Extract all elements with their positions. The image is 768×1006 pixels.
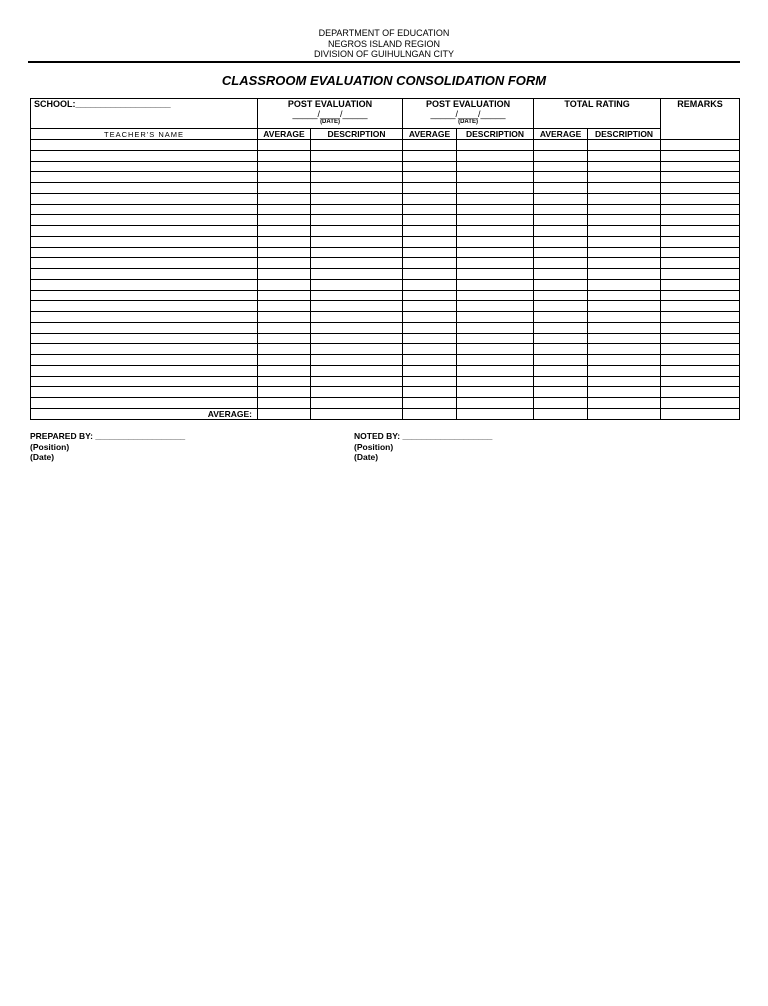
- table-cell[interactable]: [311, 387, 403, 398]
- table-cell[interactable]: [403, 301, 457, 312]
- table-cell[interactable]: [534, 236, 588, 247]
- table-row: [31, 269, 740, 280]
- table-cell[interactable]: [588, 215, 661, 226]
- average-row: [31, 408, 740, 419]
- table-cell[interactable]: [457, 226, 534, 237]
- table-cell[interactable]: [661, 387, 740, 398]
- average-cell[interactable]: [457, 408, 534, 419]
- table-cell[interactable]: [534, 301, 588, 312]
- table-cell[interactable]: [534, 312, 588, 323]
- table-cell[interactable]: [258, 226, 311, 237]
- table-cell[interactable]: [457, 204, 534, 215]
- table-row: [31, 355, 740, 366]
- region-name: NEGROS ISLAND REGION: [327, 38, 441, 49]
- table-cell[interactable]: [311, 140, 403, 151]
- table-cell[interactable]: [311, 355, 403, 366]
- table-cell[interactable]: [588, 193, 661, 204]
- table-cell[interactable]: [403, 226, 457, 237]
- table-cell[interactable]: [457, 301, 534, 312]
- table-cell[interactable]: [258, 355, 311, 366]
- table-cell[interactable]: [457, 398, 534, 409]
- table-cell[interactable]: [403, 333, 457, 344]
- table-cell[interactable]: [403, 376, 457, 387]
- table-cell[interactable]: [534, 204, 588, 215]
- table-cell[interactable]: [31, 172, 258, 183]
- table-cell[interactable]: [534, 333, 588, 344]
- table-cell[interactable]: [457, 365, 534, 376]
- table-cell[interactable]: [31, 387, 258, 398]
- table-cell[interactable]: [661, 247, 740, 258]
- table-cell[interactable]: [403, 140, 457, 151]
- table-cell[interactable]: [258, 183, 311, 194]
- table-cell[interactable]: [457, 183, 534, 194]
- table-cell[interactable]: [403, 312, 457, 323]
- table-cell[interactable]: [311, 215, 403, 226]
- table-cell[interactable]: [661, 226, 740, 237]
- table-cell[interactable]: [403, 279, 457, 290]
- prepared-by-date: (Date): [30, 452, 55, 462]
- table-cell[interactable]: [403, 150, 457, 161]
- table-cell[interactable]: [311, 204, 403, 215]
- table-cell[interactable]: [588, 398, 661, 409]
- table-cell[interactable]: [457, 387, 534, 398]
- table-cell[interactable]: [311, 161, 403, 172]
- table-cell[interactable]: [403, 355, 457, 366]
- post-evaluation-1-date-caption: (DATE): [320, 119, 340, 125]
- table-cell[interactable]: [661, 161, 740, 172]
- form-title: CLASSROOM EVALUATION CONSOLIDATION FORM: [221, 73, 547, 88]
- table-cell[interactable]: [534, 172, 588, 183]
- table-cell[interactable]: [457, 290, 534, 301]
- table-cell[interactable]: [457, 376, 534, 387]
- table-cell[interactable]: [311, 193, 403, 204]
- table-cell[interactable]: [31, 355, 258, 366]
- table-row: [31, 247, 740, 258]
- table-cell[interactable]: [534, 193, 588, 204]
- table-cell[interactable]: [403, 290, 457, 301]
- table-row: [31, 183, 740, 194]
- table-cell[interactable]: [403, 183, 457, 194]
- table-row: [31, 258, 740, 269]
- table-row: [31, 333, 740, 344]
- table-cell[interactable]: [311, 333, 403, 344]
- table-cell[interactable]: [534, 279, 588, 290]
- table-row: [31, 172, 740, 183]
- table-cell[interactable]: [258, 387, 311, 398]
- table-cell[interactable]: [457, 279, 534, 290]
- prepared-by-position: (Position): [30, 441, 70, 452]
- table-cell[interactable]: [31, 398, 258, 409]
- table-cell[interactable]: [311, 183, 403, 194]
- table-row: [31, 236, 740, 247]
- table-cell[interactable]: [403, 269, 457, 280]
- table-cell[interactable]: [31, 290, 258, 301]
- post-evaluation-2-header: [403, 99, 534, 129]
- table-cell[interactable]: [403, 204, 457, 215]
- table-cell[interactable]: [311, 376, 403, 387]
- table-cell[interactable]: [588, 387, 661, 398]
- table-cell[interactable]: [534, 376, 588, 387]
- prepared-by-field[interactable]: PREPARED BY: ___________________: [30, 431, 186, 441]
- table-cell[interactable]: [403, 365, 457, 376]
- table-cell[interactable]: [534, 183, 588, 194]
- table-cell[interactable]: [588, 355, 661, 366]
- table-cell[interactable]: [311, 312, 403, 323]
- table-cell[interactable]: [588, 322, 661, 333]
- table-cell[interactable]: [403, 387, 457, 398]
- table-cell[interactable]: [661, 140, 740, 151]
- table-cell[interactable]: [31, 333, 258, 344]
- table-cell[interactable]: [311, 344, 403, 355]
- table-cell[interactable]: [403, 258, 457, 269]
- table-row: [31, 290, 740, 301]
- table-cell[interactable]: [534, 365, 588, 376]
- average-cell[interactable]: [588, 408, 661, 419]
- table-cell[interactable]: [661, 333, 740, 344]
- table-cell[interactable]: [457, 193, 534, 204]
- table-cell[interactable]: [534, 161, 588, 172]
- table-cell[interactable]: [258, 333, 311, 344]
- average-row-label: AVERAGE:: [31, 408, 258, 419]
- table-cell[interactable]: [258, 172, 311, 183]
- table-cell[interactable]: [588, 140, 661, 151]
- table-cell[interactable]: [311, 269, 403, 280]
- table-cell[interactable]: [258, 322, 311, 333]
- evaluation-table: [30, 98, 740, 420]
- table-row: [31, 204, 740, 215]
- table-cell[interactable]: [588, 290, 661, 301]
- table-cell[interactable]: [588, 226, 661, 237]
- table-cell[interactable]: [311, 398, 403, 409]
- noted-by-date: (Date): [354, 452, 379, 462]
- table-cell[interactable]: [588, 301, 661, 312]
- table-cell[interactable]: [588, 172, 661, 183]
- table-cell[interactable]: [661, 150, 740, 161]
- table-cell[interactable]: [661, 312, 740, 323]
- table-cell[interactable]: [457, 215, 534, 226]
- table-cell[interactable]: [31, 140, 258, 151]
- table-cell[interactable]: [661, 355, 740, 366]
- average-cell[interactable]: [403, 408, 457, 419]
- table-cell[interactable]: [534, 322, 588, 333]
- table-cell[interactable]: [661, 172, 740, 183]
- average-cell[interactable]: [311, 408, 403, 419]
- table-cell[interactable]: [588, 365, 661, 376]
- table-cell[interactable]: [588, 344, 661, 355]
- average-col-header-1: AVERAGE: [258, 129, 311, 140]
- table-row: [31, 312, 740, 323]
- table-cell[interactable]: [31, 193, 258, 204]
- post-evaluation-1-header: [258, 99, 403, 129]
- table-row: [31, 322, 740, 333]
- table-cell[interactable]: [534, 355, 588, 366]
- table-cell[interactable]: [311, 322, 403, 333]
- table-row: [31, 193, 740, 204]
- table-cell[interactable]: [31, 161, 258, 172]
- table-cell[interactable]: [31, 376, 258, 387]
- table-cell[interactable]: [31, 279, 258, 290]
- table-cell[interactable]: [31, 226, 258, 237]
- table-cell[interactable]: [31, 301, 258, 312]
- table-cell[interactable]: [661, 301, 740, 312]
- table-cell[interactable]: [31, 204, 258, 215]
- table-cell[interactable]: [258, 398, 311, 409]
- table-cell[interactable]: [457, 258, 534, 269]
- table-cell[interactable]: [534, 226, 588, 237]
- table-cell[interactable]: [588, 312, 661, 323]
- post-evaluation-1-label: POST EVALUATION: [287, 99, 373, 109]
- table-cell[interactable]: [31, 312, 258, 323]
- table-cell[interactable]: [534, 150, 588, 161]
- table-cell[interactable]: [258, 215, 311, 226]
- table-cell[interactable]: [534, 247, 588, 258]
- table-row: [31, 301, 740, 312]
- table-cell[interactable]: [258, 365, 311, 376]
- table-cell[interactable]: [403, 344, 457, 355]
- school-field[interactable]: SCHOOL:___________________: [31, 99, 258, 129]
- table-cell[interactable]: [661, 204, 740, 215]
- table-row: [31, 365, 740, 376]
- table-cell[interactable]: [258, 150, 311, 161]
- table-cell[interactable]: [403, 193, 457, 204]
- table-cell[interactable]: [661, 236, 740, 247]
- table-cell[interactable]: [258, 312, 311, 323]
- table-cell[interactable]: [588, 258, 661, 269]
- table-cell[interactable]: [457, 150, 534, 161]
- table-cell[interactable]: [258, 204, 311, 215]
- table-row: [31, 150, 740, 161]
- table-cell[interactable]: [258, 376, 311, 387]
- department-name: DEPARTMENT OF EDUCATION: [318, 28, 450, 38]
- table-cell[interactable]: [311, 247, 403, 258]
- table-cell[interactable]: [403, 398, 457, 409]
- description-col-header-3: DESCRIPTION: [588, 129, 661, 140]
- division-name: DIVISION OF GUIHULNGAN CITY: [313, 49, 454, 59]
- table-cell[interactable]: [661, 183, 740, 194]
- table-cell[interactable]: [588, 333, 661, 344]
- table-cell[interactable]: [258, 269, 311, 280]
- table-cell[interactable]: [457, 161, 534, 172]
- table-cell[interactable]: [403, 247, 457, 258]
- table-cell[interactable]: [258, 301, 311, 312]
- table-cell[interactable]: [588, 376, 661, 387]
- table-cell[interactable]: [457, 247, 534, 258]
- description-col-header-1: DESCRIPTION: [311, 129, 403, 140]
- table-cell[interactable]: [534, 398, 588, 409]
- table-cell[interactable]: [457, 333, 534, 344]
- table-cell[interactable]: [457, 236, 534, 247]
- table-cell[interactable]: [31, 150, 258, 161]
- table-cell[interactable]: [311, 301, 403, 312]
- table-cell[interactable]: [31, 258, 258, 269]
- table-cell[interactable]: [661, 215, 740, 226]
- table-cell[interactable]: [588, 161, 661, 172]
- table-cell[interactable]: [403, 215, 457, 226]
- table-cell[interactable]: [588, 247, 661, 258]
- table-cell[interactable]: [588, 204, 661, 215]
- table-row: [31, 140, 740, 151]
- table-cell[interactable]: [661, 279, 740, 290]
- average-cell[interactable]: [534, 408, 588, 419]
- average-cell[interactable]: [258, 408, 311, 419]
- table-row: [31, 398, 740, 409]
- total-rating-label: TOTAL RATING: [564, 99, 630, 109]
- table-cell[interactable]: [311, 226, 403, 237]
- table-cell[interactable]: [258, 279, 311, 290]
- table-cell[interactable]: [31, 247, 258, 258]
- table-cell[interactable]: [311, 236, 403, 247]
- table-cell[interactable]: [588, 183, 661, 194]
- table-cell[interactable]: [534, 215, 588, 226]
- table-cell[interactable]: [457, 140, 534, 151]
- table-cell[interactable]: [457, 344, 534, 355]
- teacher-name-header: TEACHER'S NAME: [31, 129, 258, 140]
- table-cell[interactable]: [534, 258, 588, 269]
- table-cell[interactable]: [588, 150, 661, 161]
- noted-by-block: [354, 431, 492, 463]
- table-cell[interactable]: [31, 215, 258, 226]
- table-cell[interactable]: [31, 236, 258, 247]
- table-cell[interactable]: [31, 183, 258, 194]
- table-cell[interactable]: [534, 387, 588, 398]
- table-cell[interactable]: [457, 312, 534, 323]
- table-cell[interactable]: [258, 258, 311, 269]
- table-cell[interactable]: [403, 161, 457, 172]
- table-cell[interactable]: [661, 376, 740, 387]
- table-cell[interactable]: [661, 365, 740, 376]
- table-cell[interactable]: [661, 193, 740, 204]
- table-cell[interactable]: [258, 247, 311, 258]
- table-cell[interactable]: [661, 258, 740, 269]
- table-cell[interactable]: [258, 140, 311, 151]
- table-cell[interactable]: [31, 322, 258, 333]
- noted-by-position: (Position): [354, 441, 394, 452]
- table-cell[interactable]: [311, 172, 403, 183]
- table-cell[interactable]: [311, 279, 403, 290]
- table-cell[interactable]: [661, 344, 740, 355]
- table-row: [31, 376, 740, 387]
- table-cell[interactable]: [588, 236, 661, 247]
- document-header: [0, 28, 768, 60]
- table-cell[interactable]: [534, 140, 588, 151]
- post-evaluation-2-label: POST EVALUATION: [425, 99, 511, 109]
- post-evaluation-2-date-caption: (DATE): [458, 119, 478, 125]
- prepared-by-block: [30, 431, 185, 463]
- table-cell[interactable]: [661, 269, 740, 280]
- noted-by-field[interactable]: NOTED BY: ___________________: [354, 431, 493, 441]
- table-cell[interactable]: [457, 269, 534, 280]
- table-row: [31, 387, 740, 398]
- table-cell[interactable]: [534, 290, 588, 301]
- table-row: [31, 215, 740, 226]
- table-cell[interactable]: [661, 290, 740, 301]
- table-row: [31, 226, 740, 237]
- table-cell[interactable]: [457, 322, 534, 333]
- table-cell[interactable]: [588, 279, 661, 290]
- table-cell[interactable]: [31, 269, 258, 280]
- table-cell[interactable]: [311, 258, 403, 269]
- table-cell[interactable]: [534, 269, 588, 280]
- table-cell[interactable]: [258, 344, 311, 355]
- table-row: [31, 344, 740, 355]
- table-cell[interactable]: [258, 236, 311, 247]
- table-cell[interactable]: [588, 269, 661, 280]
- average-col-header-3: AVERAGE: [534, 129, 588, 140]
- remarks-header: REMARKS: [661, 99, 740, 140]
- table-cell[interactable]: [311, 290, 403, 301]
- post-evaluation-2-date-field[interactable]: _____/____/_____: [430, 109, 506, 119]
- post-evaluation-1-date-field[interactable]: _____/____/_____: [292, 109, 368, 119]
- table-row: [31, 279, 740, 290]
- table-cell[interactable]: [31, 344, 258, 355]
- table-cell[interactable]: [403, 236, 457, 247]
- header-divider: [28, 61, 740, 63]
- total-rating-header: [534, 99, 661, 129]
- table-cell[interactable]: [534, 344, 588, 355]
- table-cell[interactable]: [457, 355, 534, 366]
- table-row: [31, 161, 740, 172]
- average-cell[interactable]: [661, 408, 740, 419]
- table-cell[interactable]: [258, 161, 311, 172]
- table-cell[interactable]: [258, 290, 311, 301]
- table-cell[interactable]: [403, 172, 457, 183]
- table-cell[interactable]: [403, 322, 457, 333]
- description-col-header-2: DESCRIPTION: [457, 129, 534, 140]
- table-cell[interactable]: [457, 172, 534, 183]
- table-cell[interactable]: [31, 365, 258, 376]
- table-cell[interactable]: [311, 150, 403, 161]
- table-cell[interactable]: [258, 193, 311, 204]
- table-cell[interactable]: [311, 365, 403, 376]
- average-col-header-2: AVERAGE: [403, 129, 457, 140]
- table-cell[interactable]: [661, 322, 740, 333]
- table-cell[interactable]: [661, 398, 740, 409]
